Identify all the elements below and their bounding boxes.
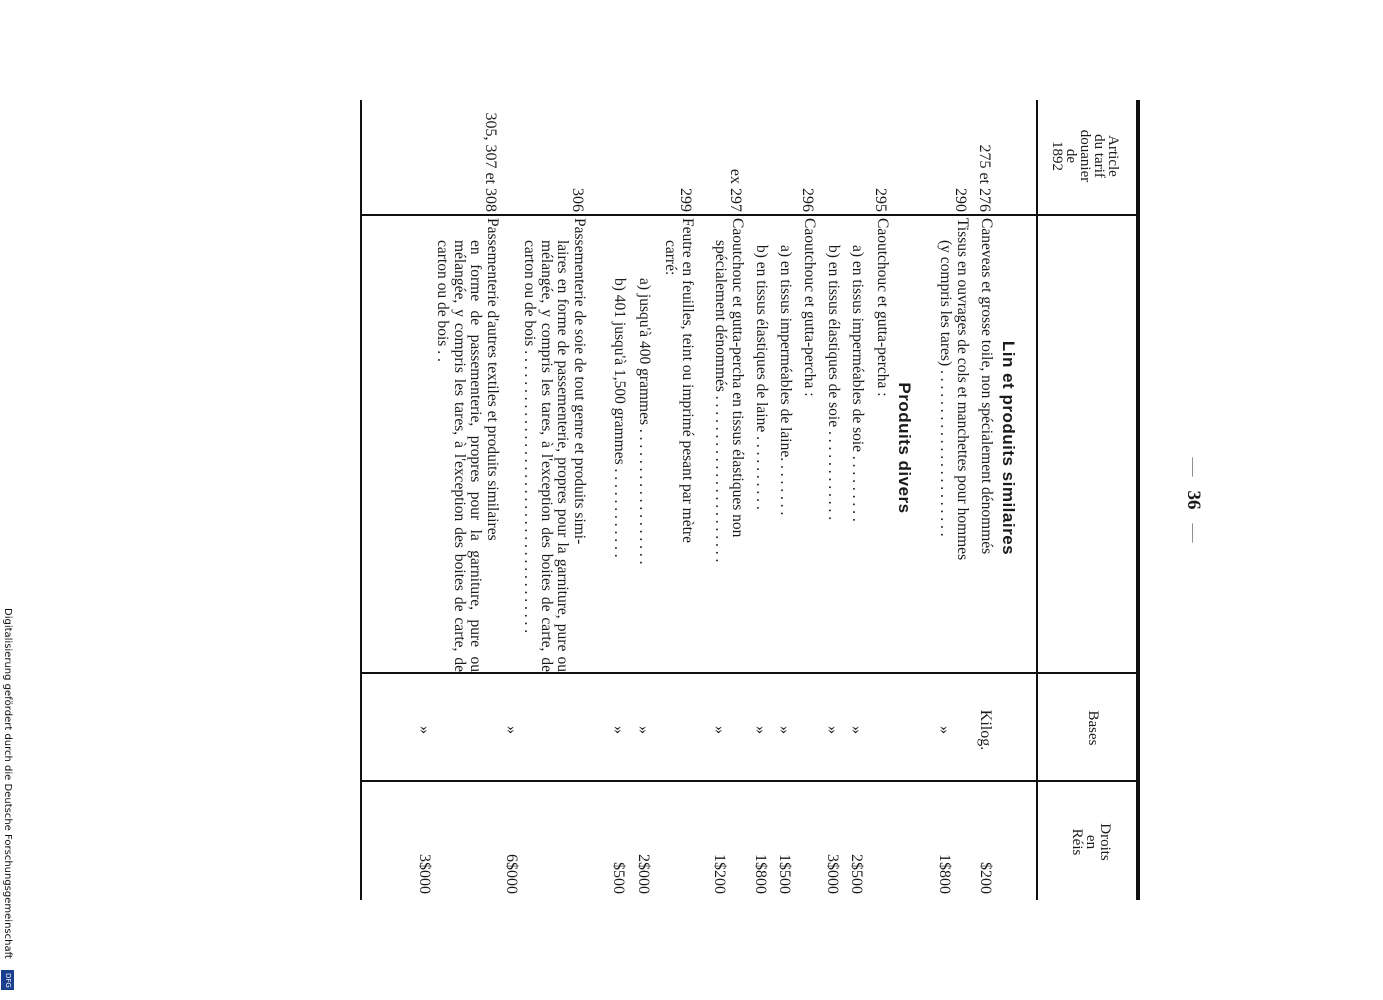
article-number: 299 bbox=[677, 188, 694, 212]
row-duty: $500 bbox=[610, 862, 627, 894]
row-base: » bbox=[936, 726, 953, 734]
article-number: 290 bbox=[952, 188, 969, 212]
article-number: 305, 307 et 308 bbox=[482, 112, 499, 212]
row-description: Caoutchouc et gutta-percha : bbox=[801, 218, 818, 397]
row-description: Tissus en ouvrages de cols et manchettes pour hommes (y compris les tares) . . . . . . . . . . . . . . . . . . . . . . bbox=[937, 218, 971, 561]
header-droits: Droits en Réis bbox=[1069, 823, 1113, 861]
row-description: b) en tissus élastiques de laine . . . . . . . . . . bbox=[753, 245, 770, 510]
row-base: » bbox=[610, 726, 627, 734]
row-description: a) jusqu'à 400 grammes . . . . . . . . . . . . . . . . . . bbox=[636, 278, 653, 565]
row-duty: 6$000 bbox=[503, 854, 520, 894]
row-duty: 2$500 bbox=[848, 854, 865, 894]
row-description: Passementerie de soie de tout genre et produits simi- laires en forme de passementerie, propres pour la garniture, pure ou mélangée, y compris les tares, à l'exception des boites de carte, de carton ou de bois . . . . . . . . . . . . . . . . . . . . . . . . . . . . . . . . . . . . . bbox=[521, 218, 588, 672]
row-duty: 1$200 bbox=[711, 854, 728, 894]
row-description: Caoutchouc et gutta-percha : bbox=[874, 218, 891, 397]
row-base: » bbox=[752, 726, 769, 734]
row-description: b) en tissus élastiques de soie . . . . . . . . . . . . bbox=[825, 245, 842, 521]
row-base: » bbox=[776, 726, 793, 734]
row-description: a) en tissus imperméables de laine. . . . . . . . bbox=[777, 245, 794, 516]
section-title-produits-divers: Produits divers bbox=[895, 382, 914, 514]
column-divider-bases-full bbox=[360, 672, 1140, 674]
article-number: 296 bbox=[799, 188, 816, 212]
row-description: b) 401 jusqu'à 1,500 grammes . . . . . . . . . . . . bbox=[611, 278, 628, 558]
row-description: Caoutchouc et gutta-percha en tissus élastiques non spécialement dénommés . . . . . . . . . . . . . . . . . . . . . . bbox=[712, 218, 746, 563]
row-base: Kilog. bbox=[977, 709, 994, 751]
row-duty: 3$000 bbox=[824, 854, 841, 894]
row-base: » bbox=[711, 726, 728, 734]
row-duty: 3$000 bbox=[416, 854, 433, 894]
header-article: Article du tarif douanier de 1892 bbox=[1049, 129, 1121, 183]
row-description: Passementerie d'autres textiles et produits similaires en forme de passementerie, propres pour la garniture, pure ou mélangée, y compris les tares, à l'exception des boites de carte, de carton ou de bois . . bbox=[434, 218, 501, 672]
column-divider-droits bbox=[360, 780, 1140, 782]
article-number: 275 et 276 bbox=[976, 144, 993, 212]
page-number: —36— bbox=[1183, 457, 1204, 543]
article-number: 295 bbox=[872, 188, 889, 212]
row-base: » bbox=[635, 726, 652, 734]
row-base: » bbox=[824, 726, 841, 734]
row-duty: $200 bbox=[977, 862, 994, 894]
column-divider-article bbox=[360, 214, 1140, 216]
row-duty: 1$800 bbox=[752, 854, 769, 894]
row-duty: 1$500 bbox=[776, 854, 793, 894]
article-number: ex 297 bbox=[727, 168, 744, 212]
digitization-credit bbox=[0, 600, 14, 995]
row-duty: 1$800 bbox=[936, 854, 953, 894]
row-base: » bbox=[848, 726, 865, 734]
article-number: 306 bbox=[569, 188, 586, 212]
section-title-lin: Lin et produits similaires bbox=[999, 340, 1018, 556]
row-duty: 2$000 bbox=[635, 854, 652, 894]
row-base: » bbox=[416, 726, 433, 734]
dfg-logo: DFG bbox=[1, 970, 14, 990]
credit-text: Digitalisierung gefördert durch die Deutsche Forschungsgemeinschaft bbox=[2, 608, 13, 959]
row-base: » bbox=[503, 726, 520, 734]
row-description: Caneveas et grosse toile, non spécialement dénommés bbox=[978, 218, 995, 555]
tariff-page bbox=[230, 100, 1204, 900]
header-bases: Bases bbox=[1085, 710, 1101, 746]
row-description: Feutre en feuilles, teint ou imprimé pesant par mètre carré: bbox=[662, 218, 696, 543]
row-description: a) en tissus imperméables de soie . . . . . . . . . bbox=[849, 245, 866, 522]
